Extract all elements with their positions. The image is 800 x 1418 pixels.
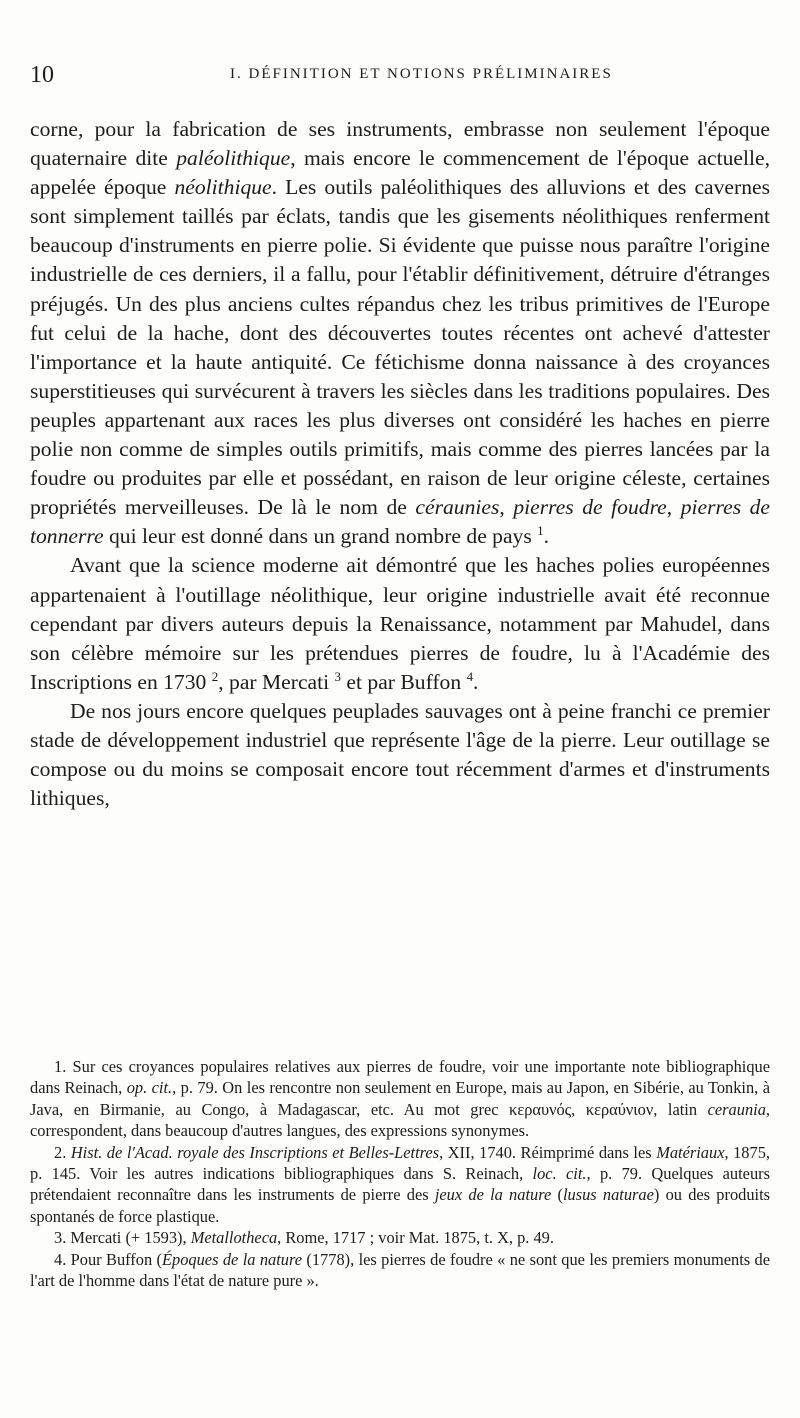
text-run: corne, pour la fabrication de ses instruments, embrasse non seulement l'époque quaternaire dite (30, 117, 770, 171)
italic-term: Matériaux (656, 1142, 725, 1162)
footnote-3 (30, 1227, 770, 1248)
italic-term: pierres de foudre (513, 495, 667, 520)
text-run: . Les outils paléolithiques des alluvions et des cavernes sont simplement taillés par éclats, tandis que les gisements néolithiques renferment beaucoup d'instruments en pierre polie. Si évidente que puisse nous paraître l'origine industrielle de ces derniers, il a fallu, pour l'établir définitivement, détruire d'étranges préjugés. Un des plus anciens cultes répandus chez les tribus primitives de l'Europe fut celui de la hache, dont des découvertes toutes récentes ont achevé d'attester l'importance et la haute antiquité. Ce fétichisme donna naissance à des croyances superstitieuses qui survécurent à travers les siècles dans les traditions populaires. Des peuples appartenant aux races les plus diverses ont considéré les haches en pierre polie non comme de simples outils primitifs, mais comme des pierres lancées par la foudre ou produites par elle et possédant, en raison de leur origine céleste, certaines propriétés merveilleuses. De là le nom de (30, 175, 770, 520)
text-run: ( (551, 1185, 563, 1205)
text-run: qui leur est donné dans un grand nombre de pays (103, 524, 538, 549)
text-run: . (543, 524, 550, 549)
italic-term: ceraunia (707, 1099, 766, 1119)
italic-term: Époques de la nature (162, 1249, 303, 1269)
text-run: , par Mercati (218, 669, 335, 694)
footnotes (30, 1056, 770, 1291)
footnote-4 (30, 1249, 770, 1292)
text-run: 2. (54, 1142, 71, 1162)
paragraph-3: De nos jours encore quelques peuplades sauvages ont à peine franchi ce premier stade de développement industriel que représente l'âge de la pierre. Leur outillage se compose ou du moins se composait encore tout récemment d'armes et d'instruments lithiques, (30, 698, 770, 811)
text-run: 1. Sur ces croyances populaires relatives aux pierres de foudre, voir une importante note bibliographique dans Reinach, (30, 1057, 770, 1098)
text-run: , Rome, 1717 ; voir Mat. 1875, t. X, p. 49. (277, 1228, 554, 1248)
italic-term: pierres de tonnerre (30, 495, 771, 549)
text-run: , 1875, p. 145. Voir les autres indications bibliographiques dans S. Reinach, (30, 1142, 770, 1184)
italic-term: lusus naturae (562, 1185, 654, 1205)
text-run: (1778), les pierres de foudre « ne sont que les premiers monuments de l'art de l'homme dans l'état de nature pure ». (30, 1249, 770, 1291)
italic-term: op. cit. (126, 1078, 173, 1098)
paragraph-1 (30, 115, 770, 551)
body-text (30, 115, 770, 813)
footnote-ref: 1 (537, 523, 544, 539)
footnote-1 (30, 1056, 770, 1142)
text-run: , (499, 495, 514, 520)
italic-term: néolithique (174, 175, 272, 200)
italic-term: Metallotheca (190, 1228, 278, 1248)
footnote-ref: 3 (334, 668, 342, 684)
footnote-ref: 2 (211, 668, 219, 684)
italic-term: céraunies (415, 495, 500, 520)
text-run: , correspondent, dans beaucoup d'autres langues, des expressions synonymes. (30, 1099, 770, 1141)
paragraph-2 (30, 551, 770, 696)
text-run: , (666, 495, 681, 520)
text-run: Avant que la science moderne ait démontré que les haches polies européennes appartenaient à l'outillage néolithique, leur origine industrielle avait été reconnue cependant par divers auteurs depuis la Renaissance, notamment par Mahudel, dans son célèbre mémoire sur les prétendues pierres de foudre, lu à l'Académie des Inscriptions en 1730 (30, 553, 770, 694)
text-run: , p. 79. Quelques auteurs prétendaient reconnaître dans les instruments de pierre des (30, 1164, 770, 1205)
text-run: 4. Pour Buffon ( (54, 1249, 163, 1269)
text-run: et par Buffon (341, 669, 467, 694)
italic-term: paléolithique (176, 146, 291, 171)
text-run: ) ou des produits spontanés de force plastique. (30, 1185, 771, 1226)
text-run: , mais encore le commencement de l'époque actuelle, appelée époque (30, 146, 770, 200)
text-run: , p. 79. On les rencontre non seulement en Europe, mais au Japon, en Sibérie, au Tonkin, à Java, en Birmanie, au Congo, à Madagascar, etc. Au mot grec κεραυνός, κεραύνιον, latin (30, 1078, 770, 1119)
text-run: . (473, 669, 479, 694)
running-head: I. DÉFINITION ET NOTIONS PRÉLIMINAIRES (230, 66, 613, 82)
italic-term: Hist. de l'Acad. royale des Inscriptions et Belles-Lettres (70, 1142, 440, 1162)
footnote-ref: 4 (466, 668, 474, 684)
page-number: 10 (30, 62, 54, 88)
footnote-2 (30, 1142, 770, 1228)
text-run: , XII, 1740. Réimprimé dans les (439, 1142, 657, 1162)
italic-term: jeux de la nature (434, 1185, 552, 1205)
italic-term: loc. cit. (532, 1164, 587, 1184)
text-run: 3. Mercati (+ 1593), (54, 1228, 191, 1248)
